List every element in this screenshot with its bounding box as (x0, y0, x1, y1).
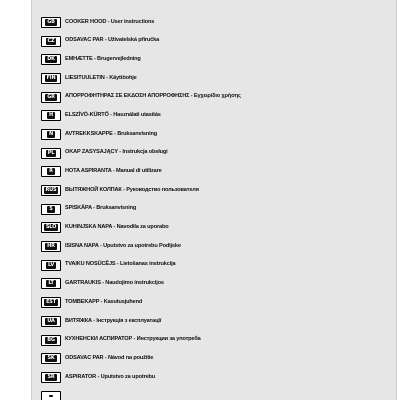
language-code: SLO (45, 224, 57, 231)
language-label: ΑΠΟΡΡΟΦΗΤΗΡΑΣ ΣΕ ΕΚΔΟΣΗ ΑΠΟΡΡΟΦΗΣΗΣ - Εγχειρίδιο χρήσης (65, 93, 241, 100)
language-label: ODSAVAC PAR - Návod na použitie (65, 354, 154, 361)
list-item (41, 219, 241, 238)
document-panel (31, 0, 397, 400)
list-item (41, 50, 241, 69)
language-label: ВИТЯЖКА - Інструкція з експлуатації (65, 317, 162, 324)
language-code-badge (41, 36, 61, 47)
list-item (41, 256, 241, 275)
language-code-badge (41, 129, 61, 140)
language-label: HOTA ASPIRANTA - Manual di utilizare (65, 168, 162, 175)
language-code-badge (41, 278, 61, 289)
language-code: SK (47, 355, 55, 362)
list-item (41, 106, 241, 125)
language-code-badge (41, 372, 61, 383)
list-item (41, 88, 241, 107)
language-code-badge (41, 73, 61, 84)
language-code-badge (41, 241, 61, 252)
language-label: LIESITUULETIN - Käyttöohje (65, 74, 137, 81)
list-item (41, 32, 241, 51)
language-label: GARTRAUKIS - Naudojimo instrukcijos (65, 280, 164, 287)
language-label: КУХНЕНСКИ АСПИРАТОР - Инструкции за употреба (65, 336, 201, 343)
language-code: RUS (45, 187, 57, 194)
list-item (41, 275, 241, 294)
language-code: R (49, 168, 53, 175)
language-code-badge (41, 353, 61, 364)
language-code-badge (41, 148, 61, 159)
language-label: SPISKÅPA - Bruksanvisning (65, 205, 137, 212)
language-label: ASPIRATOR - Uputstvo za upotrebu (65, 373, 156, 380)
language-code: DK (47, 56, 55, 63)
language-code-badge (41, 316, 61, 327)
language-code: LV (48, 261, 54, 268)
language-label: ВЫТЯЖНОЙ КОЛПАК - Руководство пользователя (65, 186, 199, 193)
language-code (49, 395, 53, 397)
language-label: ISISNA NAPA - Uputstvo za upotrebu Podijske (65, 242, 181, 249)
language-code-badge (41, 204, 61, 215)
language-code: LT (48, 280, 54, 287)
language-label: KUHINJSKA NAPA - Navodila za uporabo (65, 224, 169, 231)
language-code: FIN (46, 74, 56, 81)
language-code: CZ (47, 37, 55, 44)
language-label: ODSAVAC PAR - Uživatelská příručka (65, 37, 160, 44)
language-code: HR (47, 243, 55, 250)
list-item (41, 368, 241, 387)
language-code-badge (41, 54, 61, 65)
list-item (41, 349, 241, 368)
language-code: N (49, 130, 53, 137)
language-list (41, 13, 241, 400)
language-code: SR (47, 373, 55, 380)
language-code-badge (41, 185, 61, 196)
language-code: PL (47, 149, 55, 156)
language-label: COOKER HOOD - User instructions (65, 18, 155, 25)
language-label: EMHÆTTE - Brugervejledning (65, 55, 141, 62)
language-code: BG (47, 336, 55, 343)
language-code-badge (41, 297, 61, 308)
language-code: GB (47, 18, 55, 25)
list-item (41, 237, 241, 256)
list-item (41, 293, 241, 312)
list-item (41, 125, 241, 144)
language-code-badge (41, 17, 61, 28)
list-item (41, 13, 241, 32)
language-code-badge (41, 92, 61, 103)
language-label: TOMBEKAPP - Kasutusjuhend (65, 298, 143, 305)
language-label: ELSZÍVÓ-KÜRTŐ - Használati utasítás (65, 111, 161, 118)
language-code-badge (41, 110, 61, 121)
language-code: UA (47, 317, 55, 324)
language-code: S (49, 205, 53, 212)
list-item (41, 331, 241, 350)
language-code-badge (41, 391, 61, 400)
list-item (41, 69, 241, 88)
list-item (41, 181, 241, 200)
list-item (41, 144, 241, 163)
language-code: EST (46, 299, 56, 306)
list-item (41, 163, 241, 182)
list-item (41, 312, 241, 331)
language-code: H (49, 112, 53, 119)
language-code-badge (41, 260, 61, 271)
language-code-badge (41, 222, 61, 233)
language-code-badge (41, 335, 61, 346)
language-label: AVTREKKSKAPPE - Bruksanvisning (65, 130, 158, 137)
language-label: TVAIKU NOSŪCĒJS - Lietošanas instrukcija (65, 261, 176, 268)
language-label: OKAP ZASYSAJĄCY - Instrukcja obsługi (65, 149, 168, 156)
list-item (41, 387, 241, 400)
list-item (41, 200, 241, 219)
language-code-badge (41, 166, 61, 177)
language-code: GR (47, 93, 55, 100)
